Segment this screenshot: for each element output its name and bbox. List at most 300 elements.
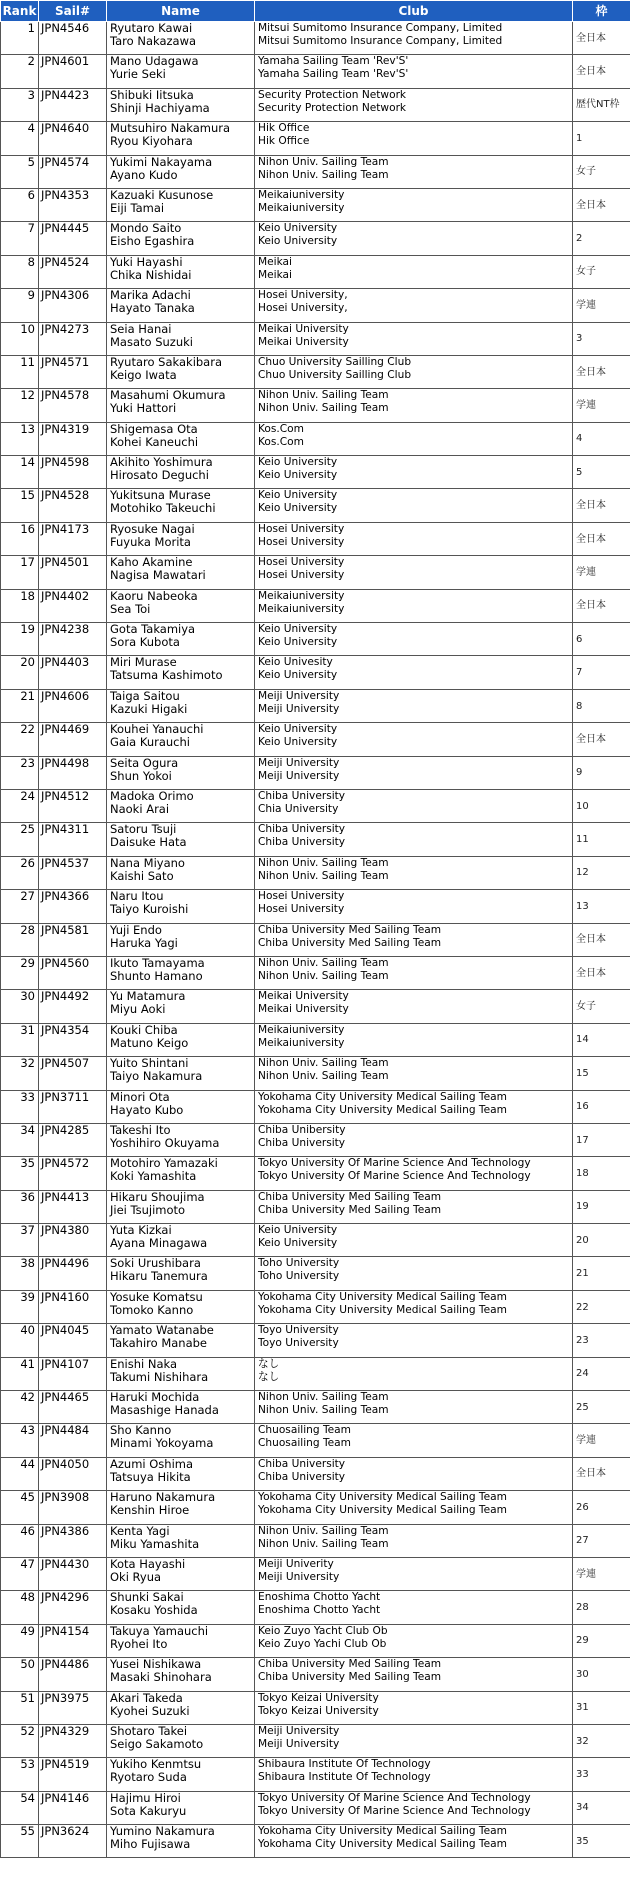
club-cell: [255, 1357, 573, 1390]
waku-cell: 全日本: [573, 956, 630, 989]
sailor-name: Miyu Aoki: [110, 1002, 166, 1017]
sail-number-cell: JPN4486: [39, 1658, 107, 1691]
sailor-name: Yuki Hayashi: [110, 255, 183, 269]
sail-number-cell: JPN4160: [39, 1290, 107, 1323]
waku-cell: 24: [573, 1357, 630, 1390]
club-name: Meikaiuniversity: [258, 1036, 345, 1049]
sailor-name: Hikaru Shoujima: [110, 1190, 205, 1204]
club-cell: [255, 1157, 573, 1190]
waku-cell: 全日本: [573, 355, 630, 388]
club-cell: [255, 1658, 573, 1691]
sailor-name: Nagisa Mawatari: [110, 568, 206, 583]
sailor-name: Yuito Shintani: [110, 1056, 189, 1071]
sail-number-cell: JPN4465: [39, 1391, 107, 1424]
club-name: Chiba University: [258, 1136, 346, 1149]
name-cell: [107, 322, 255, 355]
club-name: Nihon Univ. Sailing Team: [258, 389, 389, 402]
club-name: Meiji University: [258, 1724, 340, 1737]
sailor-name: Minami Yokoyama: [110, 1436, 214, 1451]
waku-cell: 学連: [573, 389, 630, 422]
club-name: Mitsui Sumitomo Insurance Company, Limited: [258, 22, 503, 34]
table-row: [1, 456, 630, 489]
waku-cell: 3: [573, 322, 630, 355]
name-cell: [107, 1557, 255, 1590]
club-cell: [255, 589, 573, 622]
table-row: [1, 222, 630, 255]
sail-number-cell: JPN4238: [39, 623, 107, 656]
table-row: [1, 1791, 630, 1824]
name-cell: [107, 990, 255, 1023]
waku-cell: 11: [573, 823, 630, 856]
club-cell: [255, 990, 573, 1023]
club-name: Tokyo University Of Marine Science And Technology: [258, 1157, 531, 1170]
club-cell: [255, 122, 573, 155]
rank-cell: 16: [1, 522, 39, 555]
club-cell: [255, 856, 573, 889]
sail-number-cell: JPN4519: [39, 1758, 107, 1791]
sailor-name: Haruki Mochida: [110, 1390, 200, 1405]
rank-cell: 5: [1, 155, 39, 188]
table-row: [1, 489, 630, 522]
sailor-name: Ryutaro Sakakibara: [110, 355, 223, 369]
sailor-name: Enishi Naka: [110, 1357, 178, 1371]
club-name: Hosei University: [258, 556, 345, 569]
waku-cell: 6: [573, 623, 630, 656]
club-cell: [255, 1023, 573, 1056]
club-name: Chiba Unibersity: [258, 1123, 346, 1136]
sailor-name: Ryotaro Suda: [110, 1770, 187, 1785]
table-row: [1, 22, 630, 55]
waku-cell: 全日本: [573, 723, 630, 756]
club-name: Meikaiuniversity: [258, 201, 345, 214]
waku-cell: 全日本: [573, 522, 630, 555]
club-cell: [255, 1724, 573, 1757]
sail-number-cell: JPN4578: [39, 389, 107, 422]
sailor-name: Mutsuhiro Nakamura: [110, 121, 231, 136]
sail-number-cell: JPN4273: [39, 322, 107, 355]
sailor-name: Nana Miyano: [110, 856, 185, 870]
sailor-name: Koki Yamashita: [110, 1169, 197, 1184]
sailor-name: Akihito Yoshimura: [110, 455, 213, 470]
waku-cell: 30: [573, 1658, 630, 1691]
club-name: Nihon Univ. Sailing Team: [258, 1524, 389, 1537]
rank-cell: 36: [1, 1190, 39, 1223]
table-row: [1, 823, 630, 856]
waku-cell: 13: [573, 890, 630, 923]
name-cell: [107, 1658, 255, 1691]
sailor-name: Taiyo Kuroishi: [110, 902, 189, 917]
table-row: [1, 389, 630, 422]
club-name: Chuo University Sailling Club: [258, 355, 412, 368]
club-cell: [255, 355, 573, 388]
table-row: [1, 656, 630, 689]
club-name: Hosei University: [258, 903, 345, 916]
sailor-name: Seita Ogura: [110, 756, 179, 770]
sailor-name: Takeshi Ito: [110, 1123, 171, 1137]
name-cell: [107, 723, 255, 756]
name-cell: [107, 1591, 255, 1624]
sailor-name: Miho Fujisawa: [110, 1837, 191, 1852]
club-name: Toho University: [258, 1270, 340, 1283]
name-cell: [107, 1357, 255, 1390]
club-cell: [255, 222, 573, 255]
rank-cell: 29: [1, 956, 39, 989]
club-cell: [255, 22, 573, 55]
club-cell: [255, 188, 573, 221]
club-name: Nihon Univ. Sailing Team: [258, 969, 389, 982]
club-name: Meikai University: [258, 990, 349, 1003]
rank-cell: 51: [1, 1691, 39, 1724]
club-name: Hosei University: [258, 522, 345, 535]
sail-number-cell: JPN4581: [39, 923, 107, 956]
table-row: [1, 1691, 630, 1724]
club-name: Yokohama City University Medical Sailing Team: [258, 1825, 507, 1838]
club-cell: [255, 1491, 573, 1524]
header-club: Club: [255, 1, 573, 22]
sailor-name: Satoru Tsuji: [110, 822, 177, 837]
name-cell: [107, 1758, 255, 1791]
sail-number-cell: JPN4413: [39, 1190, 107, 1223]
sailor-name: Yumino Nakamura: [110, 1824, 215, 1839]
club-name: Keio Zuyo Yacht Club Ob: [258, 1624, 388, 1637]
sailor-name: Keigo Iwata: [110, 367, 177, 382]
table-row: [1, 789, 630, 822]
sail-number-cell: JPN4107: [39, 1357, 107, 1390]
table-row: [1, 1758, 630, 1791]
sail-number-cell: JPN4146: [39, 1791, 107, 1824]
sail-number-cell: JPN4154: [39, 1624, 107, 1657]
sailor-name: Kouhei Yanauchi: [110, 722, 204, 737]
club-name: Hik Office: [258, 135, 310, 148]
header-row: [1, 1, 630, 22]
rank-cell: 30: [1, 990, 39, 1023]
waku-cell: 10: [573, 789, 630, 822]
club-name: Yamaha Sailing Team 'Rev'S': [258, 55, 409, 68]
sailor-name: Ayana Minagawa: [110, 1236, 208, 1251]
rank-cell: 46: [1, 1524, 39, 1557]
waku-cell: 学連: [573, 1557, 630, 1590]
club-name: Nihon Univ. Sailing Team: [258, 1537, 389, 1550]
club-cell: [255, 723, 573, 756]
rank-cell: 6: [1, 188, 39, 221]
club-name: Nihon Univ. Sailing Team: [258, 856, 389, 869]
club-cell: [255, 88, 573, 121]
sailor-name: Yamato Watanabe: [110, 1323, 214, 1338]
sailor-name: Hirosato Deguchi: [110, 468, 209, 483]
sail-number-cell: JPN4496: [39, 1257, 107, 1290]
club-cell: [255, 1123, 573, 1156]
club-cell: [255, 623, 573, 656]
table-row: [1, 522, 630, 555]
sail-number-cell: JPN4528: [39, 489, 107, 522]
sailor-name: Shunto Hamano: [110, 968, 203, 983]
club-cell: [255, 689, 573, 722]
table-row: [1, 1123, 630, 1156]
table-row: [1, 1190, 630, 1223]
name-cell: [107, 522, 255, 555]
waku-cell: 全日本: [573, 22, 630, 55]
table-row: [1, 956, 630, 989]
club-name: Toho University: [258, 1257, 340, 1270]
sailor-name: Haruka Yagi: [110, 935, 178, 950]
club-name: Chiba University Med Sailing Team: [258, 936, 442, 949]
rank-cell: 11: [1, 355, 39, 388]
club-name: Tokyo Keizai University: [258, 1691, 379, 1704]
name-cell: [107, 1224, 255, 1257]
sailor-name: Ryutaro Kawai: [110, 21, 193, 35]
waku-cell: 16: [573, 1090, 630, 1123]
club-name: Hosei University: [258, 535, 345, 548]
waku-cell: 女子: [573, 990, 630, 1023]
table-row: [1, 589, 630, 622]
club-name: Meiji University: [258, 756, 340, 769]
club-name: Chiba University: [258, 823, 346, 836]
sail-number-cell: JPN4571: [39, 355, 107, 388]
sailor-name: Shun Yokoi: [110, 768, 172, 783]
club-name: Chiba University: [258, 1470, 346, 1483]
waku-cell: 34: [573, 1791, 630, 1824]
sailor-name: Masashige Hanada: [110, 1403, 219, 1418]
club-cell: [255, 389, 573, 422]
sailor-name: Mondo Saito: [110, 221, 182, 236]
club-name: Hosei University,: [258, 302, 348, 315]
waku-cell: 女子: [573, 155, 630, 188]
name-cell: [107, 1057, 255, 1090]
club-cell: [255, 1624, 573, 1657]
sailor-name: Shotaro Takei: [110, 1724, 188, 1738]
sail-number-cell: JPN4512: [39, 789, 107, 822]
club-name: Chuosailing Team: [258, 1437, 351, 1450]
club-name: Tokyo University Of Marine Science And Technology: [258, 1804, 531, 1817]
sailor-name: Kazuaki Kusunose: [110, 188, 214, 202]
club-name: Hosei University,: [258, 289, 348, 302]
rank-cell: 34: [1, 1123, 39, 1156]
sail-number-cell: JPN4546: [39, 22, 107, 55]
header-rank: Rank: [1, 1, 39, 22]
waku-cell: 35: [573, 1825, 630, 1858]
club-name: Chiba University Med Sailing Team: [258, 1203, 442, 1216]
rank-cell: 54: [1, 1791, 39, 1824]
club-name: Chiba University: [258, 836, 346, 849]
sailor-name: Takumi Nishihara: [110, 1369, 209, 1384]
sail-number-cell: JPN4311: [39, 823, 107, 856]
sailor-name: Yuta Kizkai: [110, 1223, 172, 1238]
sailor-name: Mano Udagawa: [110, 54, 199, 69]
waku-cell: 全日本: [573, 589, 630, 622]
sailor-name: Shibuki Iitsuka: [110, 88, 194, 102]
sail-number-cell: JPN4386: [39, 1524, 107, 1557]
rank-cell: 37: [1, 1224, 39, 1257]
waku-cell: 9: [573, 756, 630, 789]
club-cell: [255, 1190, 573, 1223]
sailor-name: Shinji Hachiyama: [110, 100, 210, 115]
club-name: Keio University: [258, 723, 338, 736]
name-cell: [107, 1691, 255, 1724]
club-name: Meikaiuniversity: [258, 1023, 345, 1036]
club-cell: [255, 422, 573, 455]
rank-cell: 8: [1, 255, 39, 288]
name-cell: [107, 489, 255, 522]
waku-cell: 18: [573, 1157, 630, 1190]
table-row: [1, 623, 630, 656]
table-row: [1, 689, 630, 722]
sailor-name: Yuji Endo: [110, 923, 162, 937]
club-cell: [255, 1090, 573, 1123]
sailor-name: Minori Ota: [110, 1090, 170, 1104]
club-name: Yamaha Sailing Team 'Rev'S': [258, 68, 409, 81]
club-name: Yokohama City University Medical Sailing Team: [258, 1090, 507, 1103]
sailor-name: Yurie Seki: [110, 67, 166, 82]
table-row: [1, 556, 630, 589]
club-name: Toyo University: [258, 1337, 339, 1350]
sailor-name: Gaia Kurauchi: [110, 735, 190, 750]
club-cell: [255, 923, 573, 956]
rank-cell: 55: [1, 1825, 39, 1858]
rank-cell: 45: [1, 1491, 39, 1524]
name-cell: [107, 756, 255, 789]
table-row: [1, 1457, 630, 1490]
sailor-name: Taiyo Nakamura: [110, 1069, 203, 1084]
sail-number-cell: JPN3711: [39, 1090, 107, 1123]
sail-number-cell: JPN4319: [39, 422, 107, 455]
rank-cell: 18: [1, 589, 39, 622]
table-row: [1, 422, 630, 455]
sailor-name: Yosuke Komatsu: [110, 1290, 203, 1304]
sailor-name: Hajimu Hiroi: [110, 1791, 181, 1805]
club-name: Toyo University: [258, 1324, 339, 1337]
sailor-name: Akari Takeda: [110, 1691, 183, 1705]
sail-number-cell: JPN4560: [39, 956, 107, 989]
sailor-name: Hayato Tanaka: [110, 301, 195, 316]
waku-cell: 7: [573, 656, 630, 689]
club-name: Keio University: [258, 636, 338, 649]
name-cell: [107, 1324, 255, 1357]
sailor-name: Masaki Shinohara: [110, 1670, 212, 1685]
rank-cell: 33: [1, 1090, 39, 1123]
sailor-name: Ryou Kiyohara: [110, 134, 193, 149]
club-cell: [255, 1257, 573, 1290]
club-name: Nihon Univ. Sailing Team: [258, 1057, 389, 1070]
rank-cell: 21: [1, 689, 39, 722]
club-name: Keio University: [258, 489, 338, 502]
sail-number-cell: JPN4306: [39, 289, 107, 322]
table-row: [1, 890, 630, 923]
sailor-name: Tatsuya Hikita: [110, 1469, 191, 1484]
sailor-name: Madoka Orimo: [110, 789, 194, 803]
name-cell: [107, 1090, 255, 1123]
club-cell: [255, 556, 573, 589]
sailor-name: Soki Urushibara: [110, 1256, 201, 1271]
club-name: なし: [258, 1357, 280, 1370]
table-row: [1, 289, 630, 322]
table-row: [1, 1357, 630, 1390]
sailor-name: Kaho Akamine: [110, 555, 193, 570]
rank-cell: 52: [1, 1724, 39, 1757]
club-cell: [255, 789, 573, 822]
rank-cell: 10: [1, 322, 39, 355]
waku-cell: 1: [573, 122, 630, 155]
name-cell: [107, 1391, 255, 1424]
sailor-name: Taiga Saitou: [110, 689, 180, 703]
name-cell: [107, 1491, 255, 1524]
club-name: Keio University: [258, 623, 338, 636]
rank-cell: 24: [1, 789, 39, 822]
club-name: Yokohama City University Medical Sailing Team: [258, 1103, 507, 1116]
sailor-name: Tomoko Kanno: [110, 1302, 194, 1317]
club-name: Yokohama City University Medical Sailing Team: [258, 1504, 507, 1517]
club-name: Chiba University Med Sailing Team: [258, 1658, 442, 1671]
sailor-name: Kenshin Hiroe: [110, 1503, 190, 1518]
club-name: Meiji University: [258, 1570, 340, 1583]
name-cell: [107, 890, 255, 923]
sailor-name: Shigemasa Ota: [110, 422, 198, 436]
table-row: [1, 1624, 630, 1657]
club-name: Keio University: [258, 736, 338, 749]
sailor-name: Haruno Nakamura: [110, 1490, 216, 1505]
sail-number-cell: JPN4402: [39, 589, 107, 622]
table-row: [1, 1257, 630, 1290]
table-row: [1, 1724, 630, 1757]
club-name: Tokyo Keizai University: [258, 1704, 379, 1717]
sailor-name: Yoshihiro Okuyama: [110, 1135, 220, 1150]
table-row: [1, 55, 630, 88]
sail-number-cell: JPN3975: [39, 1691, 107, 1724]
sailor-name: Masahumi Okumura: [110, 388, 226, 403]
waku-cell: 全日本: [573, 489, 630, 522]
sail-number-cell: JPN4445: [39, 222, 107, 255]
club-cell: [255, 1591, 573, 1624]
club-name: Security Protection Network: [258, 101, 407, 114]
name-cell: [107, 456, 255, 489]
sail-number-cell: JPN3624: [39, 1825, 107, 1858]
name-cell: [107, 222, 255, 255]
rank-cell: 13: [1, 422, 39, 455]
table-header: [1, 1, 630, 22]
club-name: Chia University: [258, 802, 339, 815]
club-name: Yokohama City University Medical Sailing Team: [258, 1290, 507, 1303]
rank-cell: 2: [1, 55, 39, 88]
rank-cell: 27: [1, 890, 39, 923]
table-row: [1, 1324, 630, 1357]
sailor-name: Kenta Yagi: [110, 1524, 170, 1538]
club-cell: [255, 1290, 573, 1323]
club-name: Meiji University: [258, 702, 340, 715]
name-cell: [107, 956, 255, 989]
waku-cell: 4: [573, 422, 630, 455]
club-cell: [255, 1791, 573, 1824]
table-row: [1, 122, 630, 155]
sailor-name: Naoki Arai: [110, 801, 170, 816]
club-name: Nihon Univ. Sailing Team: [258, 1391, 389, 1404]
sail-number-cell: JPN4366: [39, 890, 107, 923]
name-cell: [107, 623, 255, 656]
waku-cell: 2: [573, 222, 630, 255]
club-name: Keio University: [258, 1237, 338, 1250]
club-name: Keio University: [258, 669, 338, 682]
table-row: [1, 1524, 630, 1557]
club-name: Mitsui Sumitomo Insurance Company, Limited: [258, 35, 503, 47]
sailor-name: Kaishi Sato: [110, 868, 174, 883]
name-cell: [107, 689, 255, 722]
club-name: Hosei University: [258, 890, 345, 903]
sailor-name: Yukimi Nakayama: [110, 155, 213, 169]
club-name: Yokohama City University Medical Sailing Team: [258, 1303, 507, 1316]
table-row: [1, 1290, 630, 1323]
table-row: [1, 155, 630, 188]
sail-number-cell: JPN4606: [39, 689, 107, 722]
table-row: [1, 756, 630, 789]
sailor-name: Kosaku Yoshida: [110, 1603, 198, 1618]
